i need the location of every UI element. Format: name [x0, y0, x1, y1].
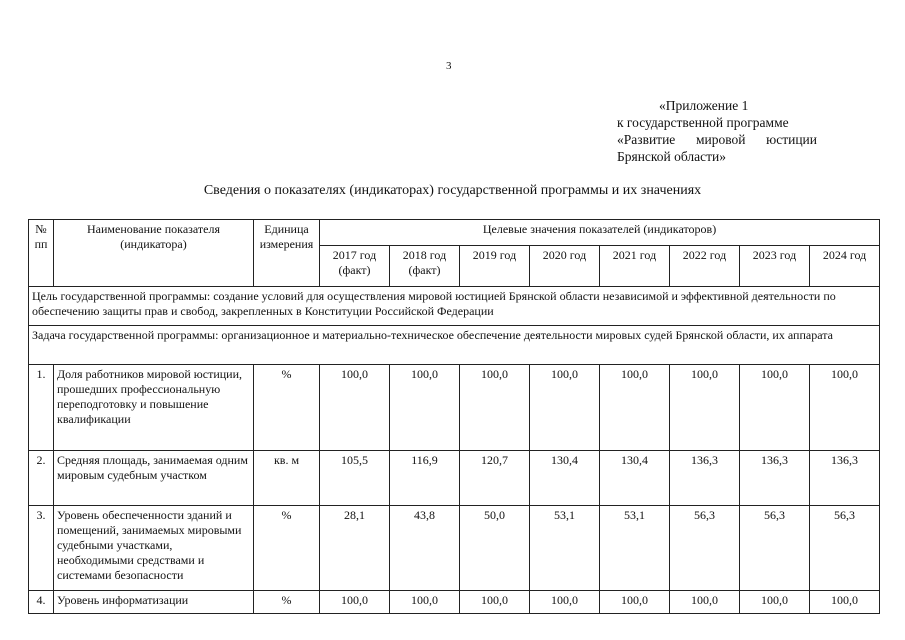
- indicators-table: [28, 219, 880, 614]
- indicator-value: 53,1: [530, 506, 600, 591]
- indicator-unit: %: [254, 506, 320, 591]
- indicator-value: 56,3: [810, 506, 880, 591]
- indicator-value: 130,4: [600, 451, 670, 506]
- indicator-value: 100,0: [390, 591, 460, 614]
- indicator-unit: %: [254, 591, 320, 614]
- header-year: 2018 год (факт): [390, 246, 460, 287]
- indicator-value: 100,0: [530, 365, 600, 451]
- indicator-unit: %: [254, 365, 320, 451]
- indicator-value: 56,3: [740, 506, 810, 591]
- indicator-value: 105,5: [320, 451, 390, 506]
- indicator-value: 130,4: [530, 451, 600, 506]
- header-unit: Единица измерения: [254, 220, 320, 287]
- program-goal: Цель государственной программы: создание условий для осуществления мировой юстицией Брянской области независимой и эффективной деятельности по обеспечению защиты прав и свобод, закрепленных в Конституции Российской Федерации: [29, 287, 880, 326]
- indicator-value: 116,9: [390, 451, 460, 506]
- indicator-value: 100,0: [320, 365, 390, 451]
- indicator-value: 100,0: [460, 365, 530, 451]
- header-targets: Целевые значения показателей (индикаторов): [320, 220, 880, 246]
- row-number: 2.: [29, 451, 54, 506]
- page-number: 3: [446, 60, 452, 72]
- indicator-value: 100,0: [600, 365, 670, 451]
- row-number: 4.: [29, 591, 54, 614]
- indicator-value: 100,0: [740, 365, 810, 451]
- indicator-value: 100,0: [320, 591, 390, 614]
- row-number: 3.: [29, 506, 54, 591]
- header-year: 2020 год: [530, 246, 600, 287]
- indicator-value: 50,0: [460, 506, 530, 591]
- header-year: 2017 год (факт): [320, 246, 390, 287]
- indicator-value: 53,1: [600, 506, 670, 591]
- indicator-value: 136,3: [810, 451, 880, 506]
- table-row: [29, 506, 880, 591]
- table-row: [29, 591, 880, 614]
- indicator-unit: кв. м: [254, 451, 320, 506]
- indicator-name: Доля работников мировой юстиции, прошедших профессиональную переподготовку и повышение квалификации: [54, 365, 254, 451]
- indicator-value: 100,0: [390, 365, 460, 451]
- indicator-value: 100,0: [460, 591, 530, 614]
- header-num: № пп: [29, 220, 54, 287]
- indicator-value: 100,0: [740, 591, 810, 614]
- indicator-value: 120,7: [460, 451, 530, 506]
- program-task: Задача государственной программы: организационное и материально-техническое обеспечение деятельности мировых судей Брянской области, их аппарата: [29, 326, 880, 365]
- table-row: [29, 451, 880, 506]
- indicator-value: 56,3: [670, 506, 740, 591]
- header-year: 2022 год: [670, 246, 740, 287]
- header-year: 2024 год: [810, 246, 880, 287]
- indicator-value: 100,0: [530, 591, 600, 614]
- document-title: Сведения о показателях (индикаторах) государственной программы и их значениях: [203, 183, 702, 198]
- indicator-value: 100,0: [670, 365, 740, 451]
- indicator-value: 100,0: [810, 591, 880, 614]
- table-row: [29, 365, 880, 451]
- indicator-value: 136,3: [670, 451, 740, 506]
- indicator-value: 136,3: [740, 451, 810, 506]
- header-name: Наименование показателя (индикатора): [54, 220, 254, 287]
- indicator-value: 43,8: [390, 506, 460, 591]
- indicator-name: Уровень информатизации: [54, 591, 254, 614]
- header-year: 2023 год: [740, 246, 810, 287]
- indicator-name: Средняя площадь, занимаемая одним мировым судебным участком: [54, 451, 254, 506]
- header-year: 2021 год: [600, 246, 670, 287]
- appendix-note: [617, 97, 817, 165]
- indicator-name: Уровень обеспеченности зданий и помещений, занимаемых мировыми судебными участками, необходимыми средствами и системами безопасности: [54, 506, 254, 591]
- indicator-value: 100,0: [810, 365, 880, 451]
- appendix-line-3: «Развитие мировой юстиции: [617, 132, 817, 147]
- row-number: 1.: [29, 365, 54, 451]
- indicator-value: 100,0: [600, 591, 670, 614]
- indicator-value: 28,1: [320, 506, 390, 591]
- appendix-line-4: Брянской области»: [617, 149, 727, 164]
- header-year: 2019 год: [460, 246, 530, 287]
- indicator-value: 100,0: [670, 591, 740, 614]
- appendix-line-1: «Приложение 1: [659, 98, 749, 113]
- appendix-line-2: к государственной программе: [617, 115, 789, 130]
